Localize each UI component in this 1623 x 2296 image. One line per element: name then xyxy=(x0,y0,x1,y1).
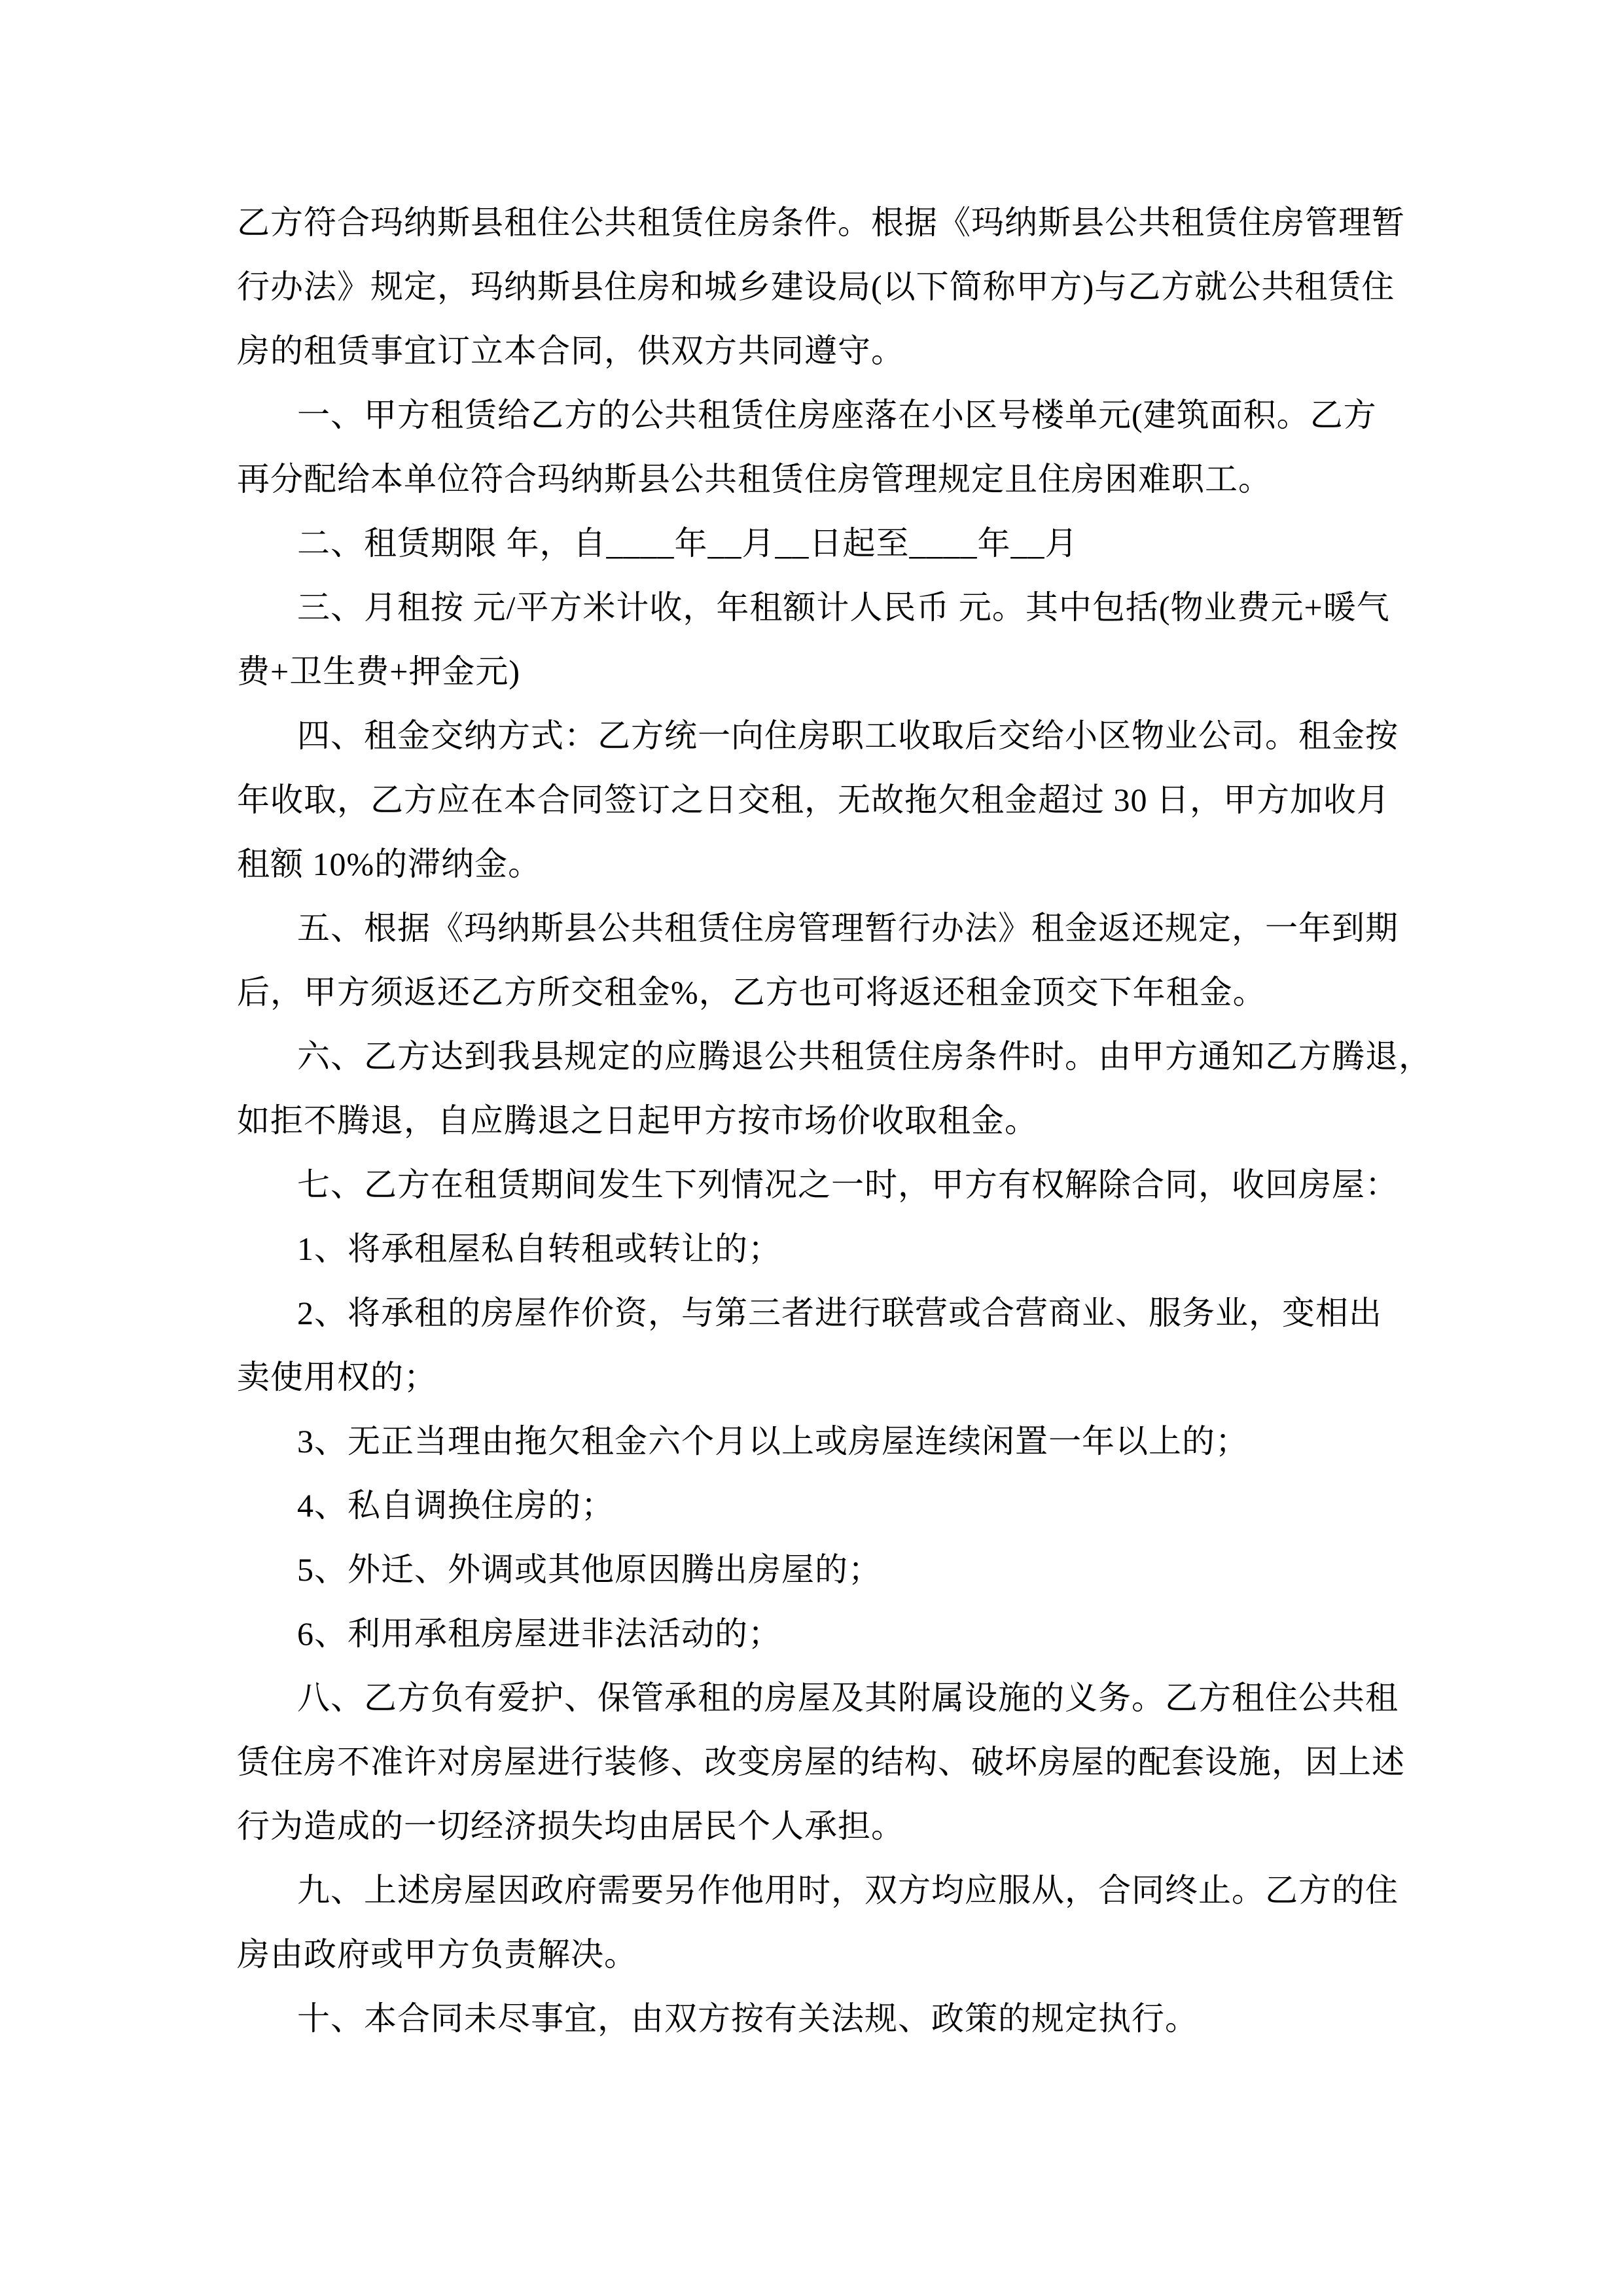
document-line: 十、本合同未尽事宜，由双方按有关法规、政策的规定执行。 xyxy=(297,2000,1198,2037)
document-line: 四、租金交纳方式：乙方统一向住房职工收取后交给小区物业公司。租金按 xyxy=(297,717,1399,754)
document-line: 租额 10%的滞纳金。 xyxy=(237,846,542,882)
document-line: 八、乙方负有爱护、保管承租的房屋及其附属设施的义务。乙方租住公共租 xyxy=(297,1679,1399,1716)
document-line: 行办法》规定，玛纳斯县住房和城乡建设局(以下简称甲方)与乙方就公共租赁住 xyxy=(237,268,1395,305)
document-line: 卖使用权的； xyxy=(237,1359,437,1395)
document-line: 房由政府或甲方负责解决。 xyxy=(237,1936,637,1973)
document-line: 6、利用承租房屋进非法活动的； xyxy=(297,1615,781,1652)
document-line: 六、乙方达到我县规定的应腾退公共租赁住房条件时。由甲方通知乙方腾退， xyxy=(297,1038,1432,1075)
document-line: 3、无正当理由拖欠租金六个月以上或房屋连续闲置一年以上的； xyxy=(297,1423,1249,1460)
document-line: 二、租赁期限 年，自____年__月__日起至____年__月 xyxy=(297,525,1079,562)
document-line: 乙方符合玛纳斯县租住公共租赁住房条件。根据《玛纳斯县公共租赁住房管理暂 xyxy=(237,204,1405,241)
contract-body xyxy=(237,190,1432,2051)
document-line: 再分配给本单位符合玛纳斯县公共租赁住房管理规定且住房困难职工。 xyxy=(237,461,1272,497)
document-line: 房的租赁事宜订立本合同，供双方共同遵守。 xyxy=(237,332,904,369)
document-line: 费+卫生费+押金元) xyxy=(237,653,521,690)
document-line: 九、上述房屋因政府需要另作他用时，双方均应服从，合同终止。乙方的住 xyxy=(297,1872,1399,1909)
document-line: 年收取，乙方应在本合同签订之日交租，无故拖欠租金超过 30 日，甲方加收月 xyxy=(237,781,1390,818)
document-line: 后，甲方须返还乙方所交租金%，乙方也可将返还租金顶交下年租金。 xyxy=(237,974,1266,1011)
document-line: 五、根据《玛纳斯县公共租赁住房管理暂行办法》租金返还规定，一年到期 xyxy=(297,910,1399,946)
document-line: 三、月租按 元/平方米计收，年租额计人民币 元。其中包括(物业费元+暖气 xyxy=(297,589,1390,626)
document-line: 赁住房不准许对房屋进行装修、改变房屋的结构、破坏房屋的配套设施，因上述 xyxy=(237,1744,1405,1780)
document-line: 4、私自调换住房的； xyxy=(297,1487,615,1524)
document-line: 2、将承租的房屋作价资，与第三者进行联营或合营商业、服务业，变相出 xyxy=(297,1295,1382,1331)
document-line: 如拒不腾退，自应腾退之日起甲方按市场价收取租金。 xyxy=(237,1102,1038,1139)
document-line: 5、外迁、外调或其他原因腾出房屋的； xyxy=(297,1551,882,1588)
document-line: 1、将承租屋私自转租或转让的； xyxy=(297,1230,781,1267)
document-line: 一、甲方租赁给乙方的公共租赁住房座落在小区号楼单元(建筑面积。乙方 xyxy=(297,397,1377,433)
document-line: 行为造成的一切经济损失均由居民个人承担。 xyxy=(237,1808,904,1844)
document-line: 七、乙方在租赁期间发生下列情况之一时，甲方有权解除合同，收回房屋： xyxy=(297,1166,1399,1203)
